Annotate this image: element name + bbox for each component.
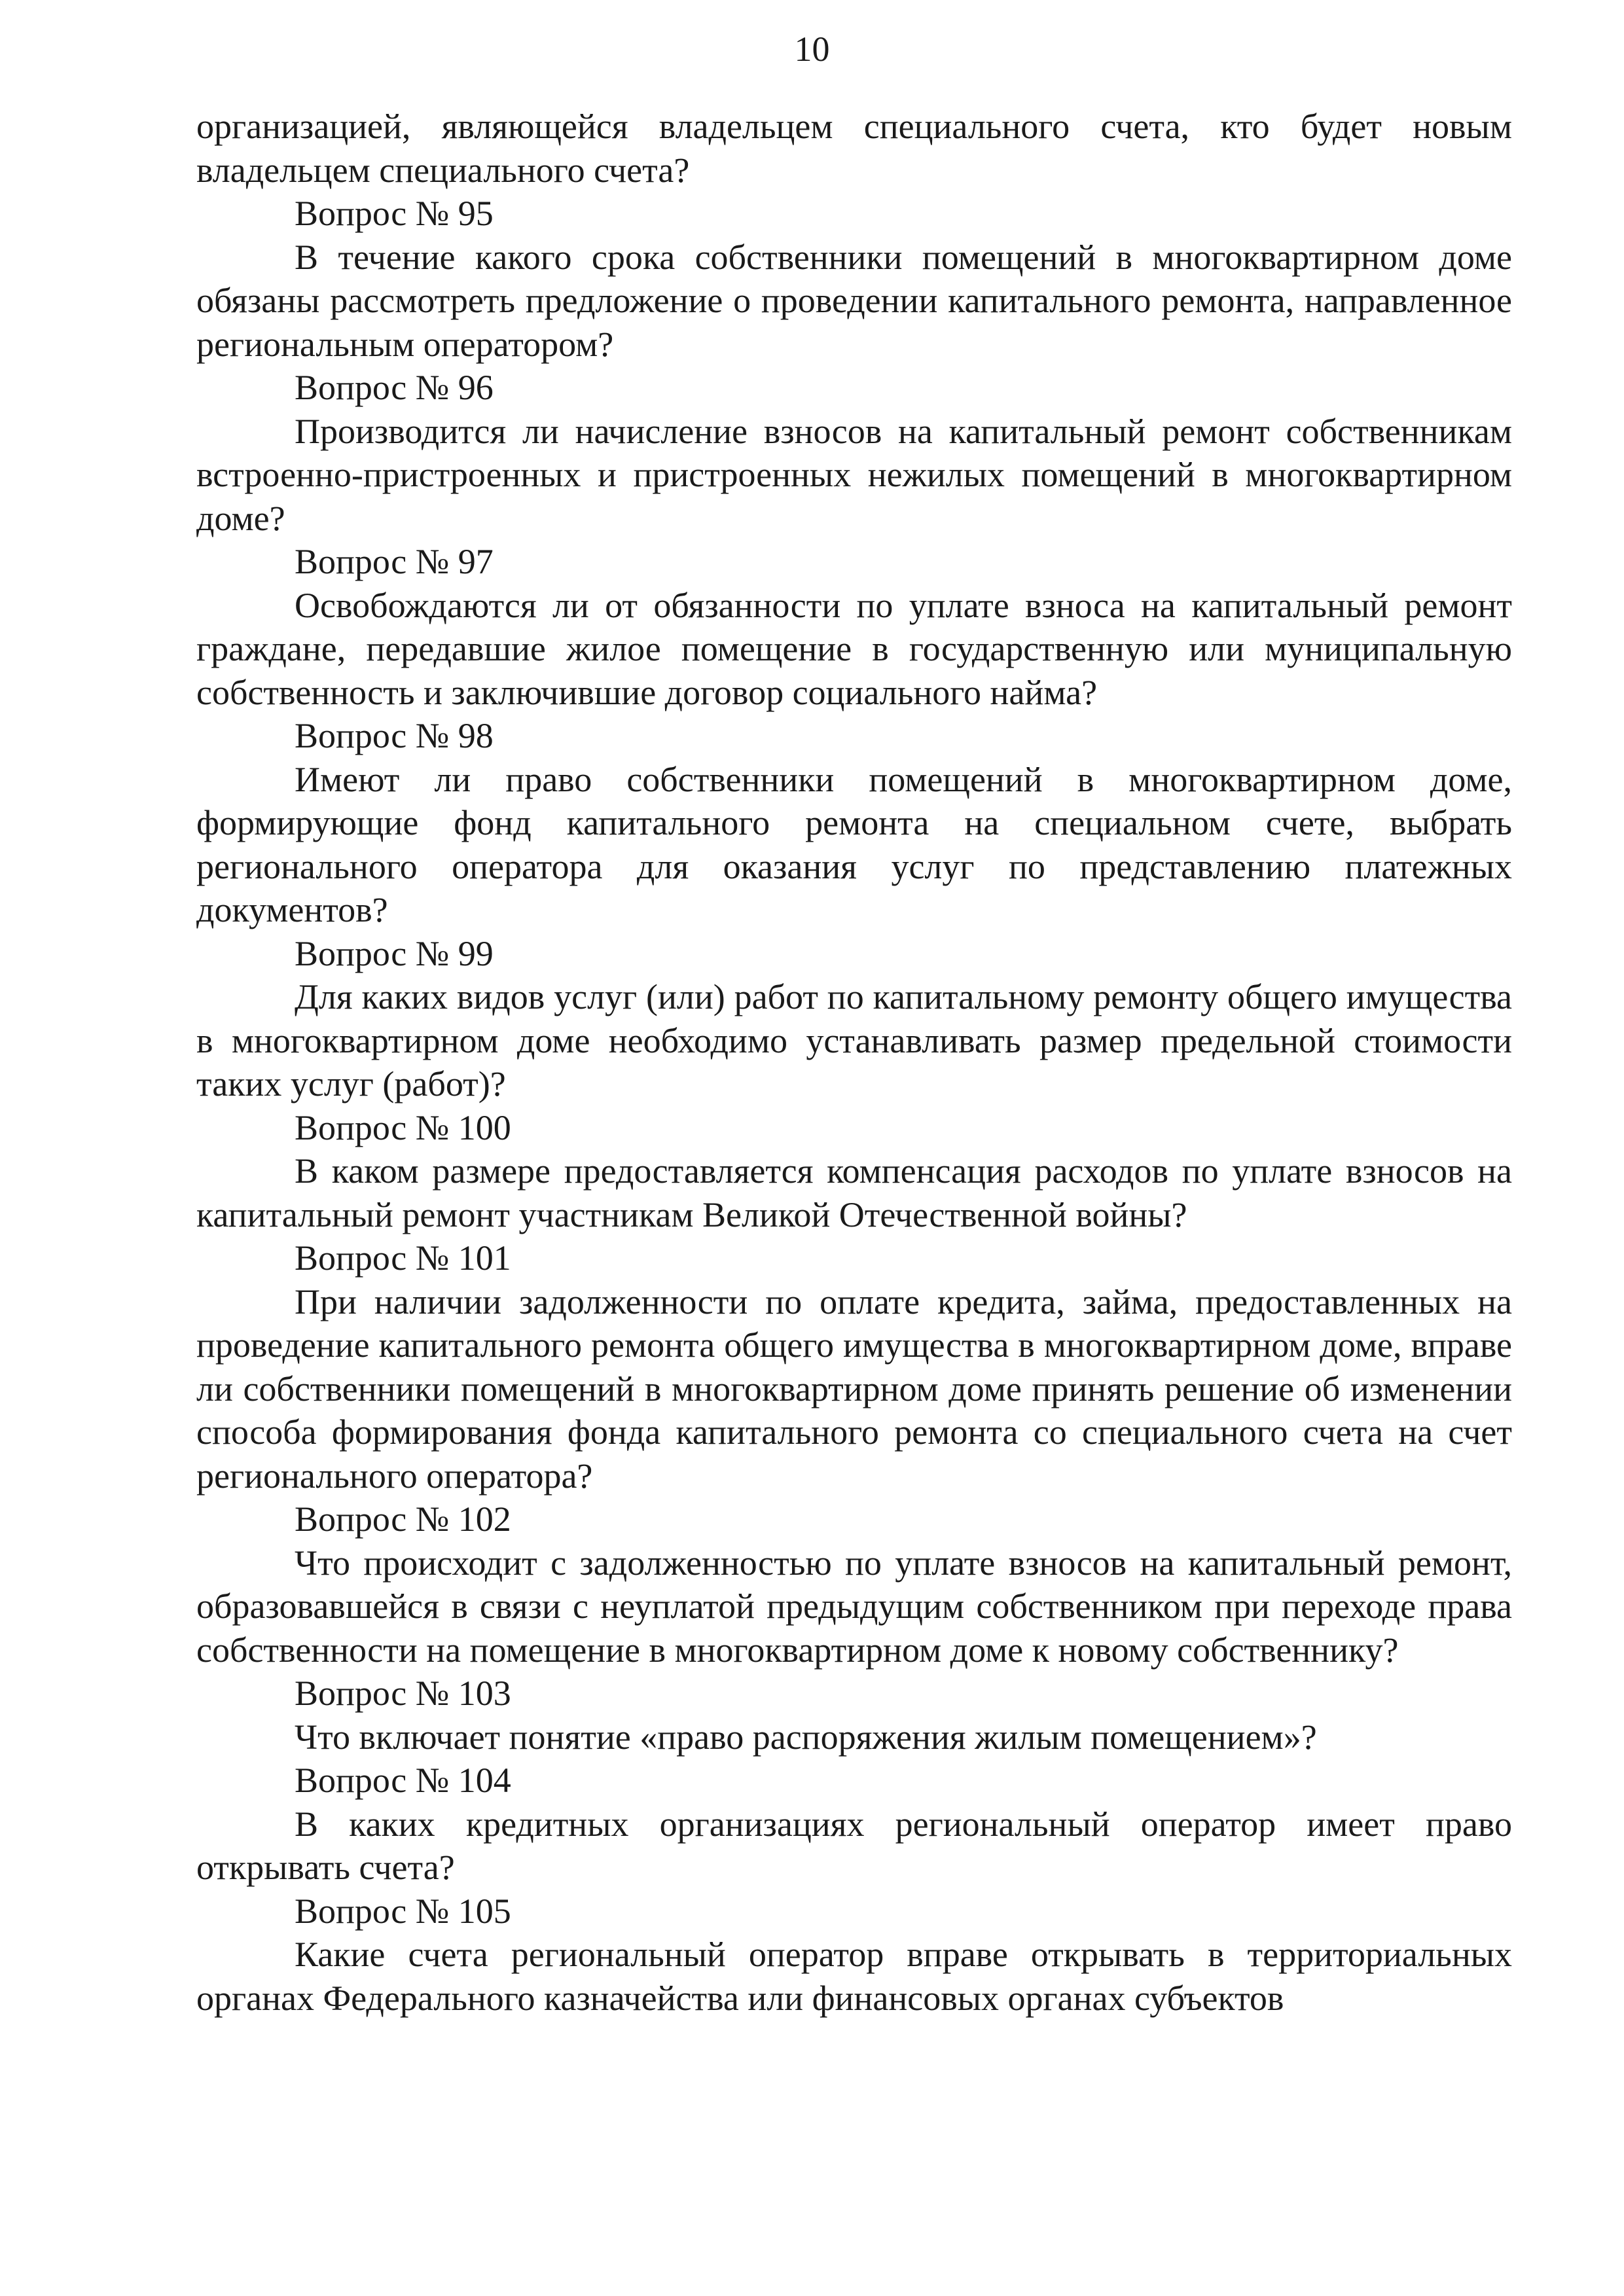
question-label-95: Вопрос № 95 bbox=[295, 194, 494, 233]
question-label-104: Вопрос № 104 bbox=[295, 1761, 511, 1800]
question-text-104: В каких кредитных организациях региональный оператор имеет право открывать счета? bbox=[196, 1804, 1512, 1887]
question-label-101: Вопрос № 101 bbox=[295, 1238, 511, 1278]
continued-question-text: организацией, являющейся владельцем специального счета, кто будет новым владельцем специального счета? bbox=[196, 107, 1512, 190]
question-label-97: Вопрос № 97 bbox=[295, 542, 494, 581]
question-label-100: Вопрос № 100 bbox=[295, 1107, 511, 1147]
question-text-100: В каком размере предоставляется компенсация расходов по уплате взносов на капитальный ремонт участникам Великой Отечественной войны? bbox=[196, 1151, 1512, 1234]
question-text-99: Для каких видов услуг (или) работ по капитальному ремонту общего имущества в многоквартирном доме необходимо устанавливать размер предельной стоимости таких услуг (работ)? bbox=[196, 977, 1512, 1103]
question-text-98: Имеют ли право собственники помещений в многоквартирном доме, формирующие фонд капитального ремонта на специальном счете, выбрать регионального оператора для оказания услуг по представлению платежных документов? bbox=[196, 759, 1512, 929]
page-number: 10 bbox=[794, 29, 830, 69]
question-label-99: Вопрос № 99 bbox=[295, 933, 494, 973]
question-text-102: Что происходит с задолженностью по уплате взносов на капитальный ремонт, образовавшейся в связи с неуплатой предыдущим собственником при переходе права собственности на помещение в многоквартирном доме к новому собственнику? bbox=[196, 1543, 1512, 1670]
question-text-97: Освобождаются ли от обязанности по уплате взноса на капитальный ремонт граждане, передавшие жилое помещение в государственную или муниципальную собственность и заключившие договор социального найма? bbox=[196, 585, 1512, 712]
question-text-103: Что включает понятие «право распоряжения жилым помещением»? bbox=[295, 1717, 1317, 1757]
document-body bbox=[196, 105, 1512, 2020]
question-text-105: Какие счета региональный оператор вправе открывать в территориальных органах Федерального казначейства или финансовых органах субъектов bbox=[196, 1935, 1512, 2018]
question-label-98: Вопрос № 98 bbox=[295, 716, 494, 755]
question-label-96: Вопрос № 96 bbox=[295, 368, 494, 407]
question-text-101: При наличии задолженности по оплате кредита, займа, предоставленных на проведение капитального ремонта общего имущества в многоквартирном доме, вправе ли собственники помещений в многоквартирном доме принять решение об изменении способа формирования фонда капитального ремонта со специального счета на счет регионального оператора? bbox=[196, 1282, 1512, 1496]
question-text-95: В течение какого срока собственники помещений в многоквартирном доме обязаны рассмотреть предложение о проведении капитального ремонта, направленное региональным оператором? bbox=[196, 237, 1512, 364]
question-label-102: Вопрос № 102 bbox=[295, 1499, 511, 1539]
question-label-105: Вопрос № 105 bbox=[295, 1891, 511, 1931]
question-label-103: Вопрос № 103 bbox=[295, 1674, 511, 1713]
question-text-96: Производится ли начисление взносов на капитальный ремонт собственникам встроенно-пристроенных и пристроенных нежилых помещений в многоквартирном доме? bbox=[196, 411, 1512, 538]
